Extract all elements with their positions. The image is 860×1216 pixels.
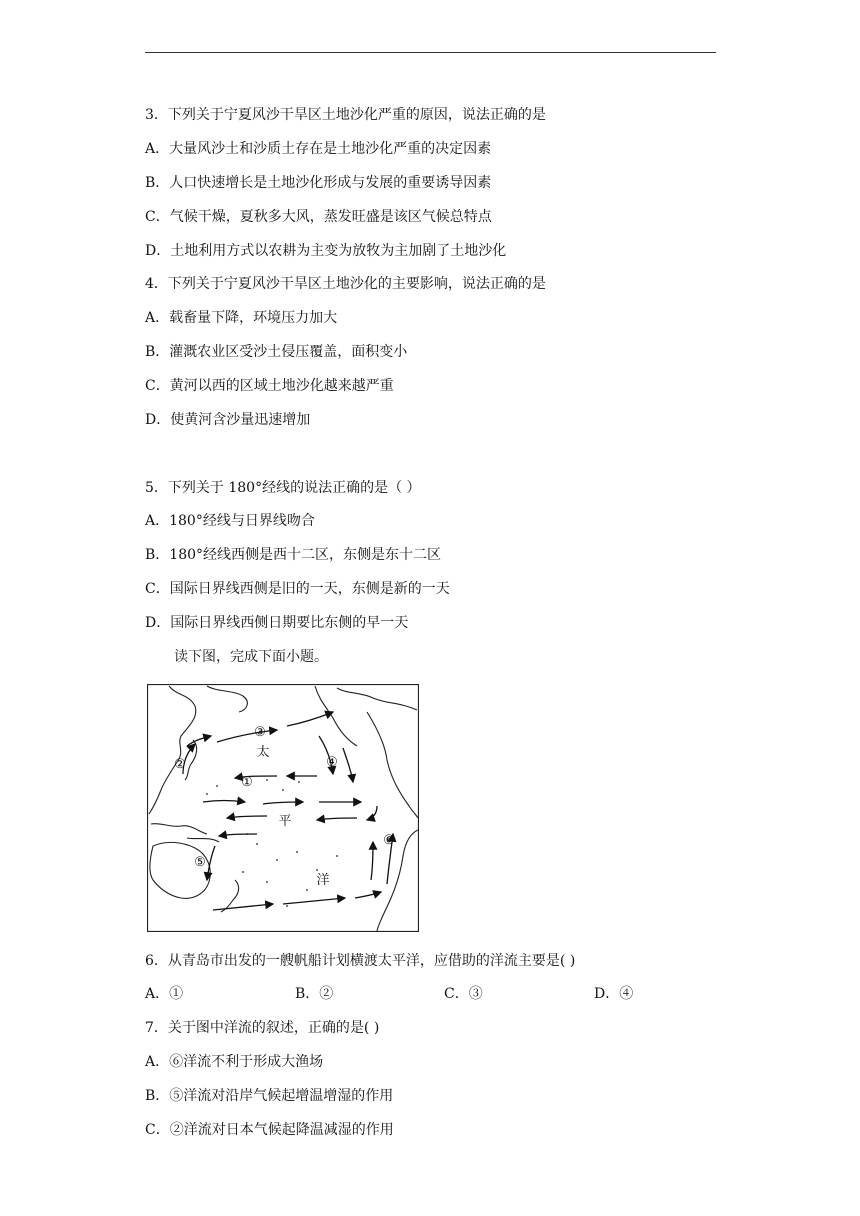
- map-label-yang: 洋: [316, 873, 330, 888]
- q4-option-c[interactable]: C．黄河以西的区域土地沙化越来越严重: [145, 378, 394, 394]
- header-rule: [145, 52, 716, 53]
- q5-option-a[interactable]: A．180°经线与日界线吻合: [145, 513, 315, 529]
- map-label-4: ④: [326, 755, 338, 770]
- map-label-2: ②: [174, 757, 186, 772]
- q6-option-d[interactable]: D．④: [594, 986, 634, 1002]
- q7-option-a[interactable]: A．⑥洋流不利于形成大渔场: [145, 1054, 324, 1070]
- q5-option-d[interactable]: D．国际日界线西侧日期要比东侧的早一天: [145, 615, 409, 631]
- q3-stem: 3．下列关于宁夏风沙干旱区土地沙化严重的原因，说法正确的是: [145, 107, 546, 123]
- q3-option-d[interactable]: D．土地利用方式以农耕为主变为放牧为主加剧了土地沙化: [145, 243, 507, 259]
- q6-option-c[interactable]: C．③: [444, 986, 483, 1002]
- pacific-ocean-currents-map: [147, 684, 419, 932]
- q3-option-a[interactable]: A．大量风沙土和沙质土存在是土地沙化严重的决定因素: [145, 141, 492, 157]
- q7-option-b[interactable]: B．⑤洋流对沿岸气候起增温增湿的作用: [145, 1088, 394, 1104]
- q3-option-c[interactable]: C．气候干燥，夏秋多大风，蒸发旺盛是该区气候总特点: [145, 209, 492, 225]
- q4-stem: 4．下列关于宁夏风沙干旱区土地沙化的主要影响，说法正确的是: [145, 276, 546, 292]
- q4-option-d[interactable]: D．使黄河含沙量迅速增加: [145, 412, 311, 428]
- map-label-tai: 太: [256, 745, 270, 760]
- q4-option-a[interactable]: A．载畜量下降，环境压力加大: [145, 310, 338, 326]
- q5-stem: 5．下列关于 180°经线的说法正确的是（ ）: [145, 480, 421, 496]
- map-label-5: ⑤: [194, 855, 206, 870]
- q7-stem: 7．关于图中洋流的叙述，正确的是( ): [145, 1020, 380, 1036]
- map-label-ping: 平: [278, 814, 292, 829]
- q3-option-b[interactable]: B．人口快速增长是土地沙化形成与发展的重要诱导因素: [145, 175, 492, 191]
- q7-option-c[interactable]: C．②洋流对日本气候起降温减湿的作用: [145, 1122, 394, 1138]
- q6-option-b[interactable]: B．②: [295, 986, 334, 1002]
- q4-option-b[interactable]: B．灌溉农业区受沙土侵压覆盖，面积变小: [145, 344, 408, 360]
- q5-option-b[interactable]: B．180°经线西侧是西十二区，东侧是东十二区: [145, 547, 442, 563]
- map-intro: 读下图，完成下面小题。: [174, 649, 328, 665]
- q6-stem: 6．从青岛市出发的一艘帆船计划横渡太平洋，应借助的洋流主要是( ): [145, 953, 576, 969]
- map-label-6: ⑥: [383, 833, 395, 848]
- q6-option-a[interactable]: A．①: [145, 986, 184, 1002]
- map-label-3: ③: [254, 725, 266, 740]
- map-label-1: ①: [241, 775, 253, 790]
- q5-option-c[interactable]: C．国际日界线西侧是旧的一天，东侧是新的一天: [145, 581, 450, 597]
